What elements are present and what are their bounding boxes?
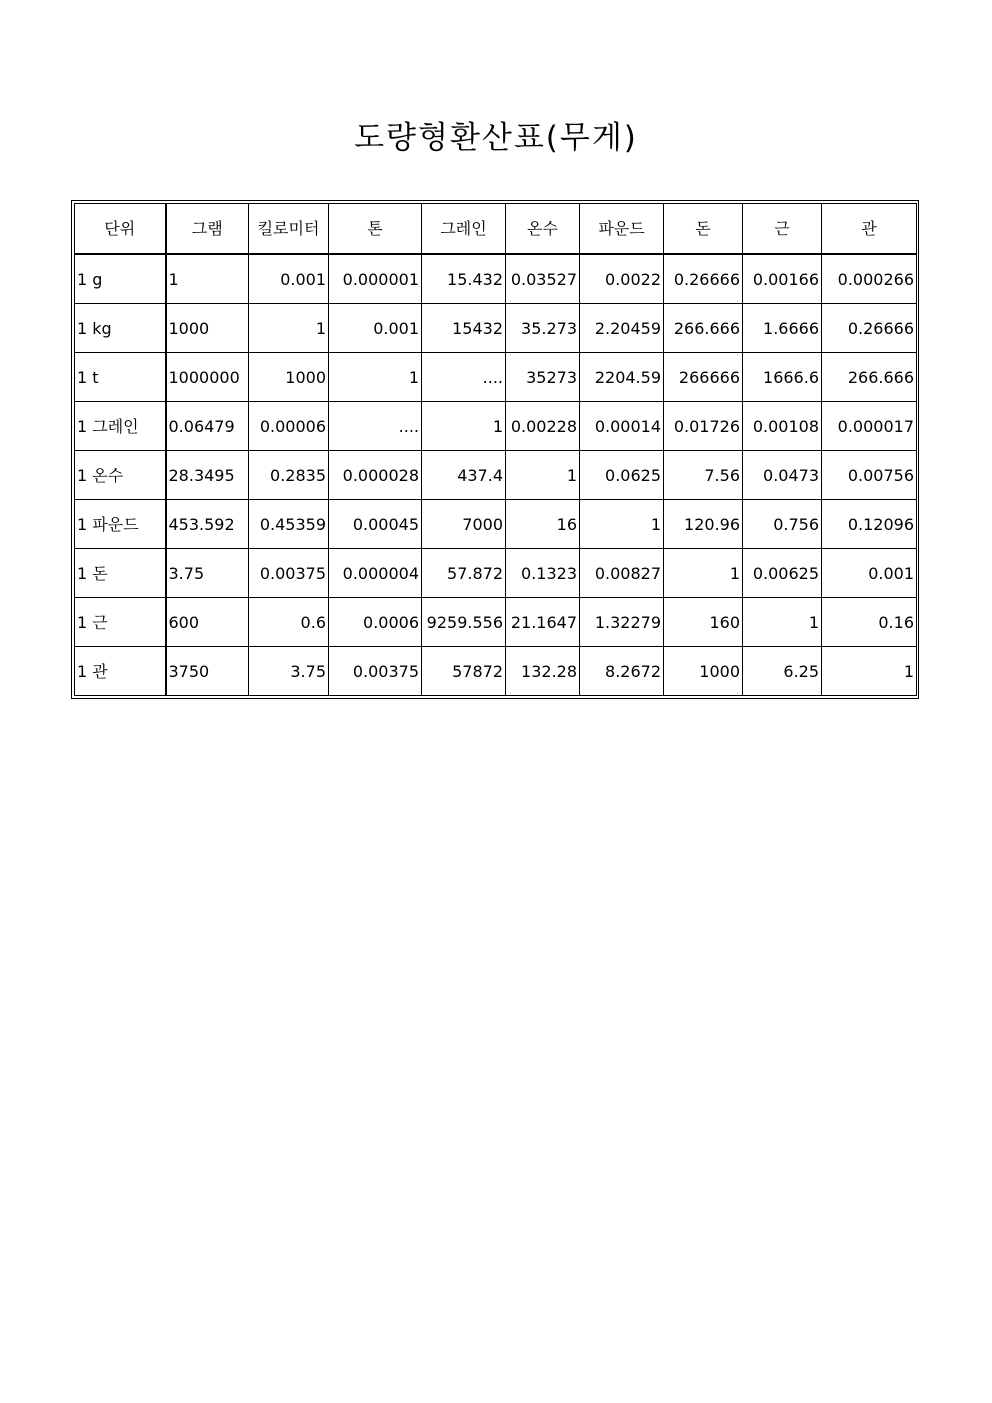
table-cell: 21.1647 (506, 598, 580, 647)
conversion-table (74, 203, 917, 696)
table-cell: 0.0625 (580, 451, 664, 500)
table-cell: 0.000028 (329, 451, 422, 500)
header-cell-unit: 단위 (75, 204, 166, 255)
table-cell: 1.32279 (580, 598, 664, 647)
table-cell: 600 (166, 598, 249, 647)
row-unit-cell: 1 kg (75, 304, 166, 353)
table-cell: 1.6666 (743, 304, 822, 353)
table-cell: 1 (506, 451, 580, 500)
table-cell: 0.00045 (329, 500, 422, 549)
table-row (75, 451, 917, 500)
table-cell: 0.00375 (249, 549, 329, 598)
table-cell: 0.000266 (822, 254, 917, 304)
header-cell-don: 돈 (664, 204, 743, 255)
table-cell: 57.872 (422, 549, 506, 598)
table-cell: 28.3495 (166, 451, 249, 500)
table-row (75, 500, 917, 549)
table-cell: 0.6 (249, 598, 329, 647)
table-row (75, 353, 917, 402)
table-cell: 3.75 (249, 647, 329, 696)
table-cell: 1000000 (166, 353, 249, 402)
table-cell: 0.26666 (664, 254, 743, 304)
table-cell: 3750 (166, 647, 249, 696)
table-row (75, 549, 917, 598)
header-row (75, 204, 917, 255)
table-cell: 0.00014 (580, 402, 664, 451)
table-cell: 0.12096 (822, 500, 917, 549)
table-cell: 15432 (422, 304, 506, 353)
table-cell: 160 (664, 598, 743, 647)
table-cell: 0.001 (249, 254, 329, 304)
table-cell: 0.756 (743, 500, 822, 549)
table-cell: 437.4 (422, 451, 506, 500)
table-cell: 120.96 (664, 500, 743, 549)
table-cell: 0.00375 (329, 647, 422, 696)
table-cell: 0.00006 (249, 402, 329, 451)
table-cell: 1666.6 (743, 353, 822, 402)
table-cell: 266666 (664, 353, 743, 402)
table-cell: 0.000001 (329, 254, 422, 304)
table-cell: 0.000004 (329, 549, 422, 598)
table-cell: 0.03527 (506, 254, 580, 304)
table-cell: 7000 (422, 500, 506, 549)
table-cell: 35273 (506, 353, 580, 402)
table-row (75, 254, 917, 304)
table-cell: 0.001 (329, 304, 422, 353)
table-cell: 9259.556 (422, 598, 506, 647)
table-cell: 266.666 (664, 304, 743, 353)
table-cell: 0.01726 (664, 402, 743, 451)
table-cell: 0.45359 (249, 500, 329, 549)
table-row (75, 598, 917, 647)
table-row (75, 304, 917, 353)
row-unit-cell: 1 돈 (75, 549, 166, 598)
table-cell: 1 (329, 353, 422, 402)
header-cell-pound: 파운드 (580, 204, 664, 255)
table-cell: 0.00625 (743, 549, 822, 598)
table-cell: .... (329, 402, 422, 451)
table-cell: 132.28 (506, 647, 580, 696)
row-unit-cell: 1 온수 (75, 451, 166, 500)
row-unit-cell: 1 관 (75, 647, 166, 696)
table-cell: 8.2672 (580, 647, 664, 696)
table-cell: 2.20459 (580, 304, 664, 353)
table-cell: 7.56 (664, 451, 743, 500)
table-cell: 1 (422, 402, 506, 451)
table-cell: 35.273 (506, 304, 580, 353)
table-cell: 1 (664, 549, 743, 598)
table-cell: 0.0006 (329, 598, 422, 647)
conversion-table-frame (71, 200, 919, 699)
header-cell-ounce: 온수 (506, 204, 580, 255)
table-cell: 0.00756 (822, 451, 917, 500)
table-cell: 0.1323 (506, 549, 580, 598)
row-unit-cell: 1 근 (75, 598, 166, 647)
header-cell-gram: 그램 (166, 204, 249, 255)
table-cell: 1 (743, 598, 822, 647)
table-cell: 0.0473 (743, 451, 822, 500)
table-cell: 1 (166, 254, 249, 304)
header-cell-ton: 톤 (329, 204, 422, 255)
table-cell: 0.2835 (249, 451, 329, 500)
table-cell: 266.666 (822, 353, 917, 402)
table-cell: 6.25 (743, 647, 822, 696)
table-cell: 0.000017 (822, 402, 917, 451)
table-row (75, 647, 917, 696)
table-cell: 0.0022 (580, 254, 664, 304)
table-cell: 453.592 (166, 500, 249, 549)
table-cell: 57872 (422, 647, 506, 696)
table-cell: 2204.59 (580, 353, 664, 402)
header-cell-gwan: 관 (822, 204, 917, 255)
table-cell: 0.00108 (743, 402, 822, 451)
page-title: 도량형환산표(무게) (354, 120, 638, 156)
table-cell: .... (422, 353, 506, 402)
table-cell: 1000 (249, 353, 329, 402)
row-unit-cell: 1 g (75, 254, 166, 304)
table-cell: 0.001 (822, 549, 917, 598)
table-cell: 0.00827 (580, 549, 664, 598)
header-cell-geun: 근 (743, 204, 822, 255)
table-cell: 16 (506, 500, 580, 549)
table-row (75, 402, 917, 451)
table-cell: 3.75 (166, 549, 249, 598)
table-cell: 0.00228 (506, 402, 580, 451)
table-cell: 1000 (664, 647, 743, 696)
header-cell-kilogram: 킬로미터 (249, 204, 329, 255)
table-cell: 1000 (166, 304, 249, 353)
table-cell: 15.432 (422, 254, 506, 304)
row-unit-cell: 1 그레인 (75, 402, 166, 451)
table-cell: 1 (822, 647, 917, 696)
row-unit-cell: 1 t (75, 353, 166, 402)
table-cell: 0.26666 (822, 304, 917, 353)
table-cell: 0.06479 (166, 402, 249, 451)
table-cell: 1 (249, 304, 329, 353)
table-cell: 0.16 (822, 598, 917, 647)
table-cell: 0.00166 (743, 254, 822, 304)
table-cell: 1 (580, 500, 664, 549)
row-unit-cell: 1 파운드 (75, 500, 166, 549)
header-cell-grain: 그레인 (422, 204, 506, 255)
